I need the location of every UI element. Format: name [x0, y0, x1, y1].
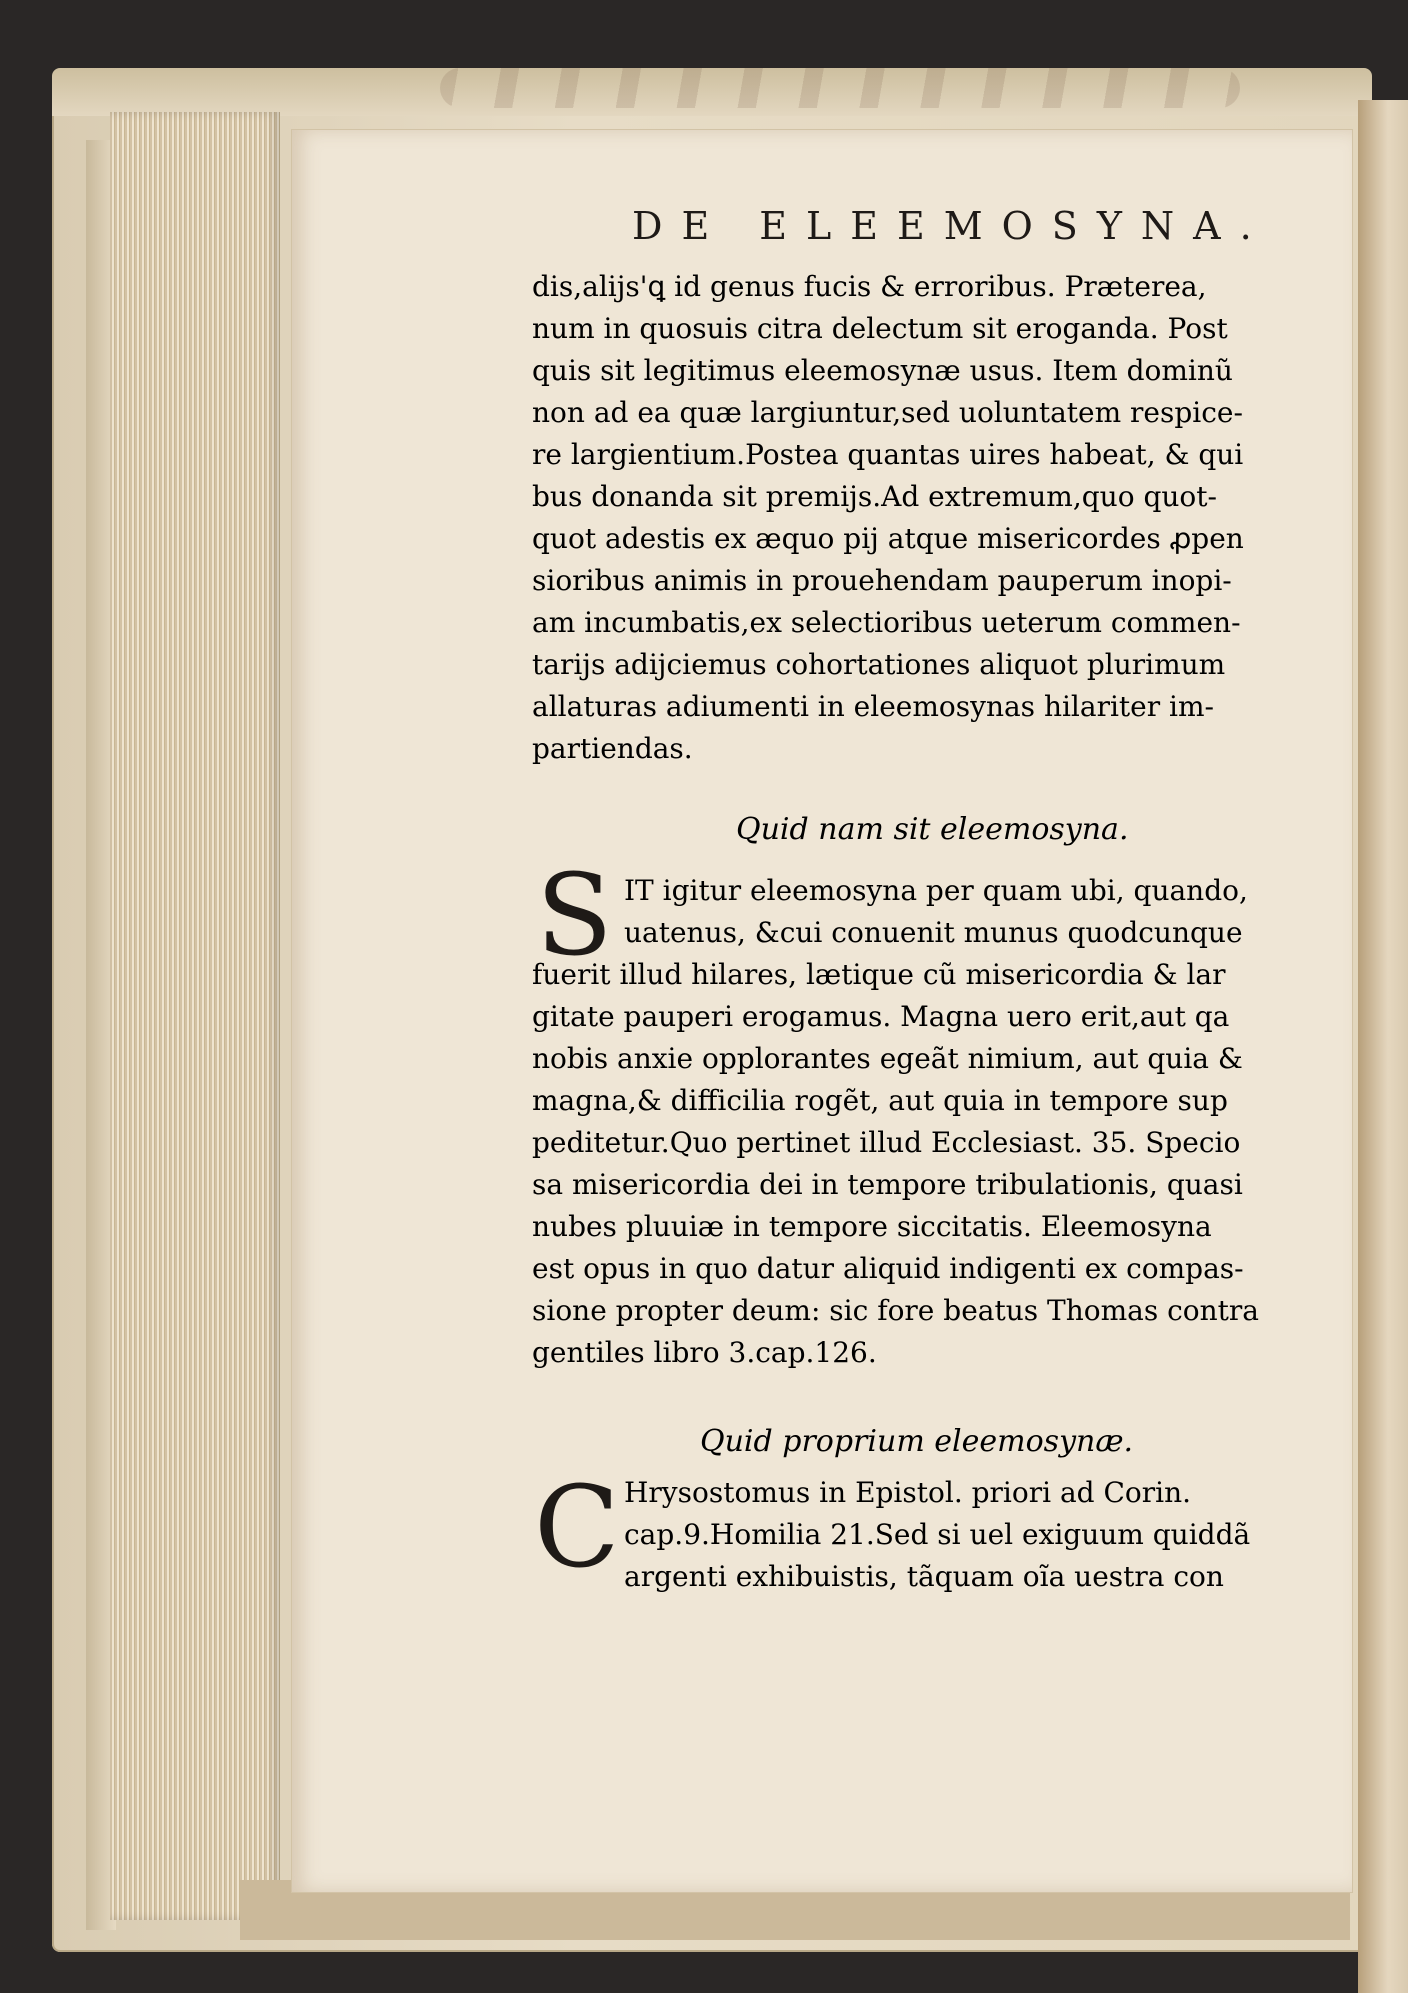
text-line: nobis anxie opplorantes egeãt nimium, aut quia &: [532, 1042, 1243, 1075]
text-line: magna,& difficilia rogẽt, aut quia in tempore sup: [532, 1084, 1228, 1117]
text-line: bus donanda sit premijs.Ad extremum,quo quot-: [532, 480, 1217, 513]
text-line: gentiles libro 3.cap.126.: [532, 1336, 877, 1369]
drop-cap-s: S: [536, 851, 613, 981]
section-heading-quid-nam: Quid nam sit eleemosyna.: [736, 812, 1129, 847]
text-line: non ad ea quæ largiuntur,sed uoluntatem respice-: [532, 396, 1243, 429]
text-line: partiendas.: [532, 732, 693, 765]
drop-cap-c: C: [534, 1463, 620, 1593]
text-line: Hrysostomus in Epistol. priori ad Corin.: [624, 1476, 1192, 1509]
text-line: est opus in quo datur aliquid indigenti ex compas-: [532, 1252, 1244, 1285]
text-line: quis sit legitimus eleemosynæ usus. Item dominũ: [532, 354, 1233, 387]
cover-ink-marks: [440, 68, 1240, 108]
section-heading-quid-proprium: Quid proprium eleemosynæ.: [700, 1424, 1134, 1459]
facing-page-edge: [1358, 100, 1408, 1993]
text-line: IT igitur eleemosyna per quam ubi, quando,: [624, 874, 1248, 907]
text-line: fuerit illud hilares, lætique cũ misericordia & lar: [532, 958, 1226, 991]
page-block-edges: [110, 112, 280, 1920]
text-line: re largientium.Postea quantas uires habeat, & qui: [532, 438, 1244, 471]
text-line: tarijs adijciemus cohortationes aliquot plurimum: [532, 648, 1226, 681]
text-line: cap.9.Homilia 21.Sed si uel exiguum quiddã: [624, 1518, 1251, 1551]
text-line: dis,aliјs'ꝗ id genus fucis & erroribus. Præterea,: [532, 270, 1207, 303]
text-line: argenti exhibuistis, tãquam oĩa uestra con: [624, 1560, 1224, 1593]
text-line: nubes pluuiæ in tempore siccitatis. Eleemosyna: [532, 1210, 1212, 1243]
running-head: DE ELEEMOSYNA.: [632, 204, 1271, 248]
text-line: peditetur.Quo pertinet illud Ecclesiast. 35. Specio: [532, 1126, 1241, 1159]
text-line: gitate pauperi erogamus. Magna uero erit,aut qa: [532, 1000, 1230, 1033]
text-line: uatenus, &cui conuenit munus quodcunque: [624, 916, 1243, 949]
text-line: sioribus animis in prouehendam pauperum inopi-: [532, 564, 1232, 597]
text-line: allaturas adiumenti in eleemosynas hilariter im-: [532, 690, 1214, 723]
intro-paragraph: [532, 266, 1332, 770]
text-line: quot adestis ex æquo pij atque misericordes ꝓpen: [532, 522, 1244, 555]
text-line: sa misericordia dei in tempore tribulationis, quasi: [532, 1168, 1243, 1201]
text-line: num in quosuis citra delectum sit eroganda. Post: [532, 312, 1228, 345]
text-line: am incumbatis,ex selectioribus ueterum commen-: [532, 606, 1241, 639]
section2-paragraph: [532, 1463, 1332, 1598]
section1-paragraph: [532, 870, 1332, 1374]
text-line: sione propter deum: sic fore beatus Thomas contra: [532, 1294, 1260, 1327]
